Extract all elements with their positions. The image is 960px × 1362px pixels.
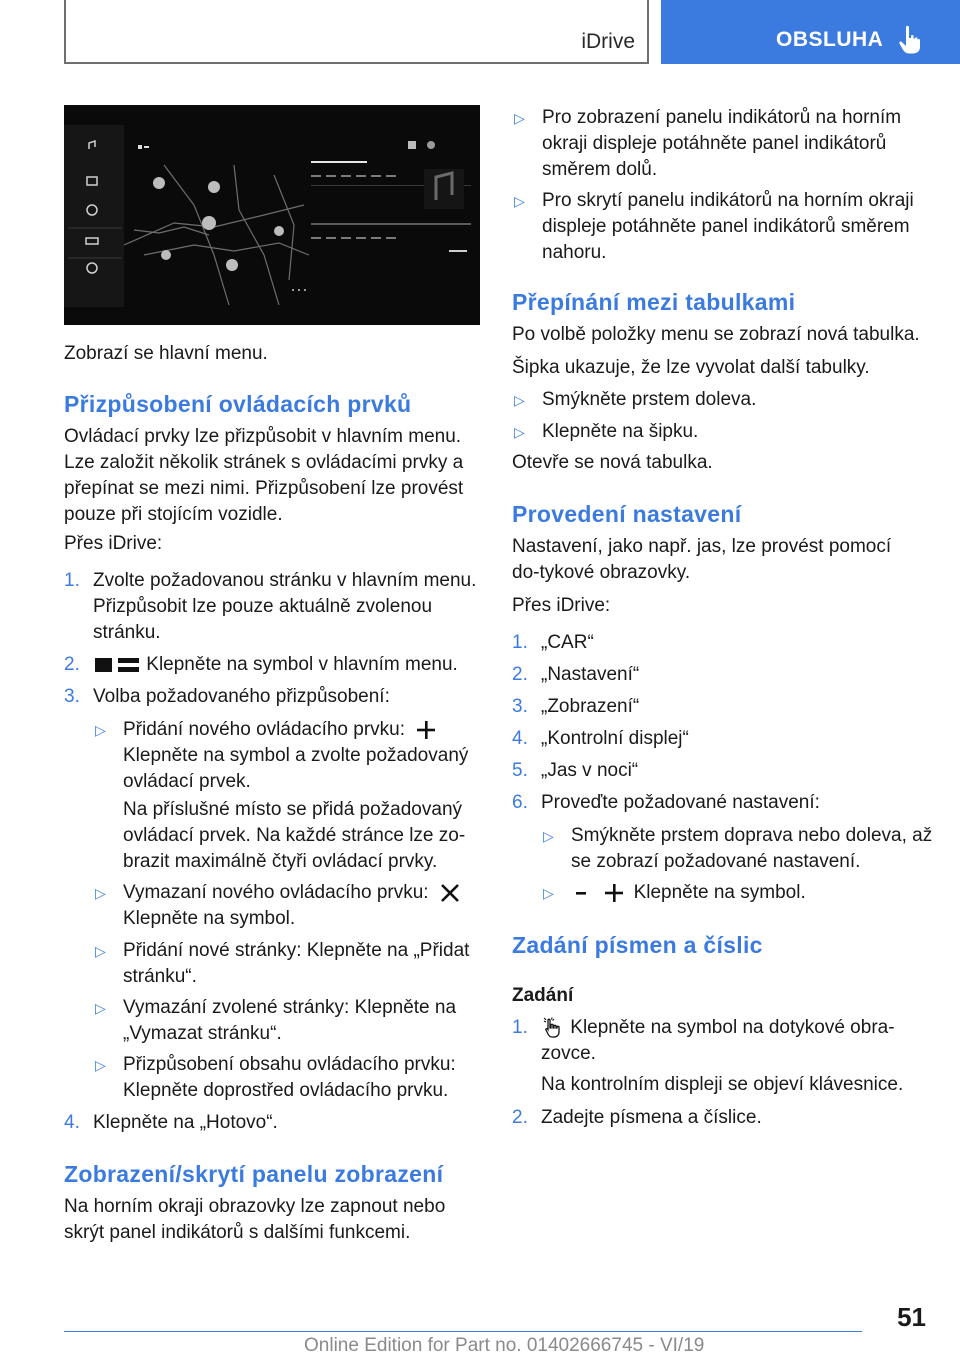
settings-bullet-swipe: ▷ Smýkněte prstem doprava nebo doleva, až se zobrazí požadované nastavení. bbox=[543, 825, 933, 872]
settings-step-3: 3. „Zobrazení“ bbox=[512, 696, 640, 717]
sub-add-page: ▷ Přidání nové stránky: Klepněte na „Přidat stránku“. bbox=[95, 940, 470, 987]
sub-delete-page: ▷ Vymazání zvolené stránky: Klepněte na „Vymazat stránku“. bbox=[95, 997, 457, 1044]
cross-icon bbox=[438, 883, 462, 903]
step-4-text: Klepněte na „Hotovo“. bbox=[93, 1112, 278, 1133]
step-3-num: 3. bbox=[64, 686, 80, 707]
subheading-entry: Zadání bbox=[512, 985, 574, 1006]
bullet-tap-arrow: ▷ Klepněte na šipku. bbox=[514, 421, 699, 442]
step-1-num: 1. bbox=[64, 570, 80, 591]
step-1 bbox=[64, 568, 484, 646]
customize-intro: Ovládací prvky lze přizpůsobit v hlavním menu. Lze založit několik stránek s ovládacími prvky a přepínat se mezi nimi. Přizpůsobení lze provést pouze při stojícím vozidle. bbox=[64, 426, 464, 525]
plus-icon bbox=[600, 883, 628, 903]
idrive-screen-graphic bbox=[64, 105, 480, 325]
hand-pointer-icon bbox=[897, 25, 923, 55]
sub-add-control: ▷ Přidání nového ovládacího prvku: Klepněte na symbol a zvolte požadovaný ovládací prvek. bbox=[95, 719, 469, 792]
footer-rule bbox=[64, 1331, 862, 1332]
sub-content: ▷ Přizpůsobení obsahu ovládacího prvku: Klepněte doprostřed ovládacího prvku. bbox=[95, 1054, 456, 1101]
bullet-swipe-left: ▷ Smýkněte prstem doleva. bbox=[514, 389, 757, 410]
sub-delete-control-text: Klepněte na symbol. bbox=[123, 908, 296, 929]
show-hide-panel-text: Na horním okraji obrazovky lze zapnout nebo skrýt panel indikátorů s dalšími funkcemi. bbox=[64, 1196, 446, 1243]
bullet-swipe-left-text: Smýkněte prstem doleva. bbox=[542, 389, 757, 410]
step-2-num: 2. bbox=[64, 654, 80, 675]
footer-edition: Online Edition for Part no. 01402666745 - VI/19 bbox=[304, 1335, 705, 1356]
step-3-text: Volba požadovaného přizpůsobení: bbox=[93, 686, 390, 707]
touch-hand-icon bbox=[541, 1017, 565, 1039]
sub-add-control-text: Klepněte na symbol a zvolte požadovaný ovládací prvek. bbox=[123, 745, 469, 792]
settings-bullet-tap-text: Klepněte na symbol. bbox=[633, 882, 806, 903]
heading-switch-tables: Přepínání mezi tabulkami bbox=[512, 289, 796, 315]
step-4-num: 4. bbox=[64, 1112, 80, 1133]
step-4 bbox=[64, 1110, 484, 1136]
bullet-show-panel: ▷ Pro zobrazení panelu indikátorů na horním okraji displeje potáhněte panel indikátorů směrem dolů. bbox=[514, 107, 902, 180]
switch-tables-p3: Otevře se nová tabulka. bbox=[512, 452, 713, 473]
header-tab-label: OBSLUHA bbox=[776, 28, 884, 51]
step-3 bbox=[64, 684, 484, 710]
via-idrive-label: Přes iDrive: bbox=[64, 533, 163, 554]
switch-tables-p1: Po volbě položky menu se zobrazí nová tabulka. bbox=[512, 324, 920, 345]
sub-delete-control-title: Vymazaní nového ovládacího prvku: bbox=[123, 882, 429, 903]
screen-caption: Zobrazí se hlavní menu. bbox=[64, 343, 268, 364]
step-2 bbox=[64, 652, 484, 678]
minus-icon bbox=[571, 883, 595, 903]
step-1-text: Zvolte požadovanou stránku v hlavním menu. Přizpůsobit lze pouze aktuálně zvolenou stránku. bbox=[93, 570, 477, 643]
sub-content-text: Přizpůsobení obsahu ovládacího prvku: Klepněte doprostřed ovládacího prvku. bbox=[123, 1054, 456, 1101]
header-section: iDrive bbox=[581, 30, 635, 53]
settings-bullet-swipe-text: Smýkněte prstem doprava nebo doleva, až se zobrazí požadované nastavení. bbox=[571, 825, 933, 872]
bullet-hide-panel-text: Pro skrytí panelu indikátorů na horním okraji displeje potáhněte panel indikátorů směrem nahoru. bbox=[542, 190, 914, 263]
settings-step-5: 5. „Jas v noci“ bbox=[512, 760, 639, 781]
settings-p: Nastavení, jako např. jas, lze provést pomocí do-tykové obrazovky. bbox=[512, 536, 892, 583]
heading-customize-controls: Přizpůsobení ovládacích prvků bbox=[64, 391, 412, 417]
grid-layout-icon bbox=[93, 655, 141, 675]
heading-letters-numbers: Zadání písmen a číslic bbox=[512, 932, 763, 958]
sub-delete-control: ▷ Vymazaní nového ovládacího prvku: Klepněte na symbol. bbox=[93, 880, 504, 932]
step-2-text: Klepněte na symbol v hlavním menu. bbox=[146, 654, 458, 675]
entry-step-1: 1. Klepněte na symbol na dotykové obra-zovce. bbox=[512, 1017, 895, 1064]
heading-settings: Provedení nastavení bbox=[512, 501, 742, 527]
settings-step-2: 2. „Nastavení“ bbox=[512, 664, 640, 685]
settings-bullet-tap: ▷ Klepněte na symbol. bbox=[543, 882, 806, 903]
bullet-tap-arrow-text: Klepněte na šipku. bbox=[542, 421, 699, 442]
idrive-screen-image bbox=[64, 105, 480, 325]
entry-step-2: 2. Zadejte písmena a číslice. bbox=[512, 1107, 762, 1128]
bullet-show-panel-text: Pro zobrazení panelu indikátorů na horním okraji displeje potáhněte panel indikátorů směrem dolů. bbox=[542, 107, 902, 180]
bullet-hide-panel: ▷ Pro skrytí panelu indikátorů na horním okraji displeje potáhněte panel indikátorů směrem nahoru. bbox=[514, 190, 914, 263]
sub-add-page-text: Přidání nové stránky: Klepněte na „Přidat stránku“. bbox=[123, 940, 470, 987]
settings-step-6: 6. Proveďte požadované nastavení: bbox=[512, 792, 820, 813]
page-number: 51 bbox=[897, 1302, 926, 1332]
header-tab bbox=[661, 0, 960, 64]
switch-tables-p2: Šipka ukazuje, že lze vyvolat další tabulky. bbox=[512, 357, 870, 378]
sub-delete-page-text: Vymazání zvolené stránky: Klepněte na „Vymazat stránku“. bbox=[123, 997, 457, 1044]
plus-icon bbox=[414, 720, 438, 740]
entry-note: Na kontrolním displeji se objeví klávesnice. bbox=[541, 1074, 904, 1095]
sub-add-control-note: Na příslušné místo se přidá požadovaný ovládací prvek. Na každé stránce lze zo-brazit maximálně čtyři ovládací prvky. bbox=[123, 799, 466, 872]
settings-step-4: 4. „Kontrolní displej“ bbox=[512, 728, 689, 749]
settings-via-label: Přes iDrive: bbox=[512, 595, 611, 616]
settings-step-1: 1. „CAR“ bbox=[512, 632, 594, 653]
heading-show-hide-panel: Zobrazení/skrytí panelu zobrazení bbox=[64, 1161, 444, 1187]
sub-add-control-title: Přidání nového ovládacího prvku: bbox=[123, 719, 406, 740]
header-box bbox=[64, 0, 649, 64]
